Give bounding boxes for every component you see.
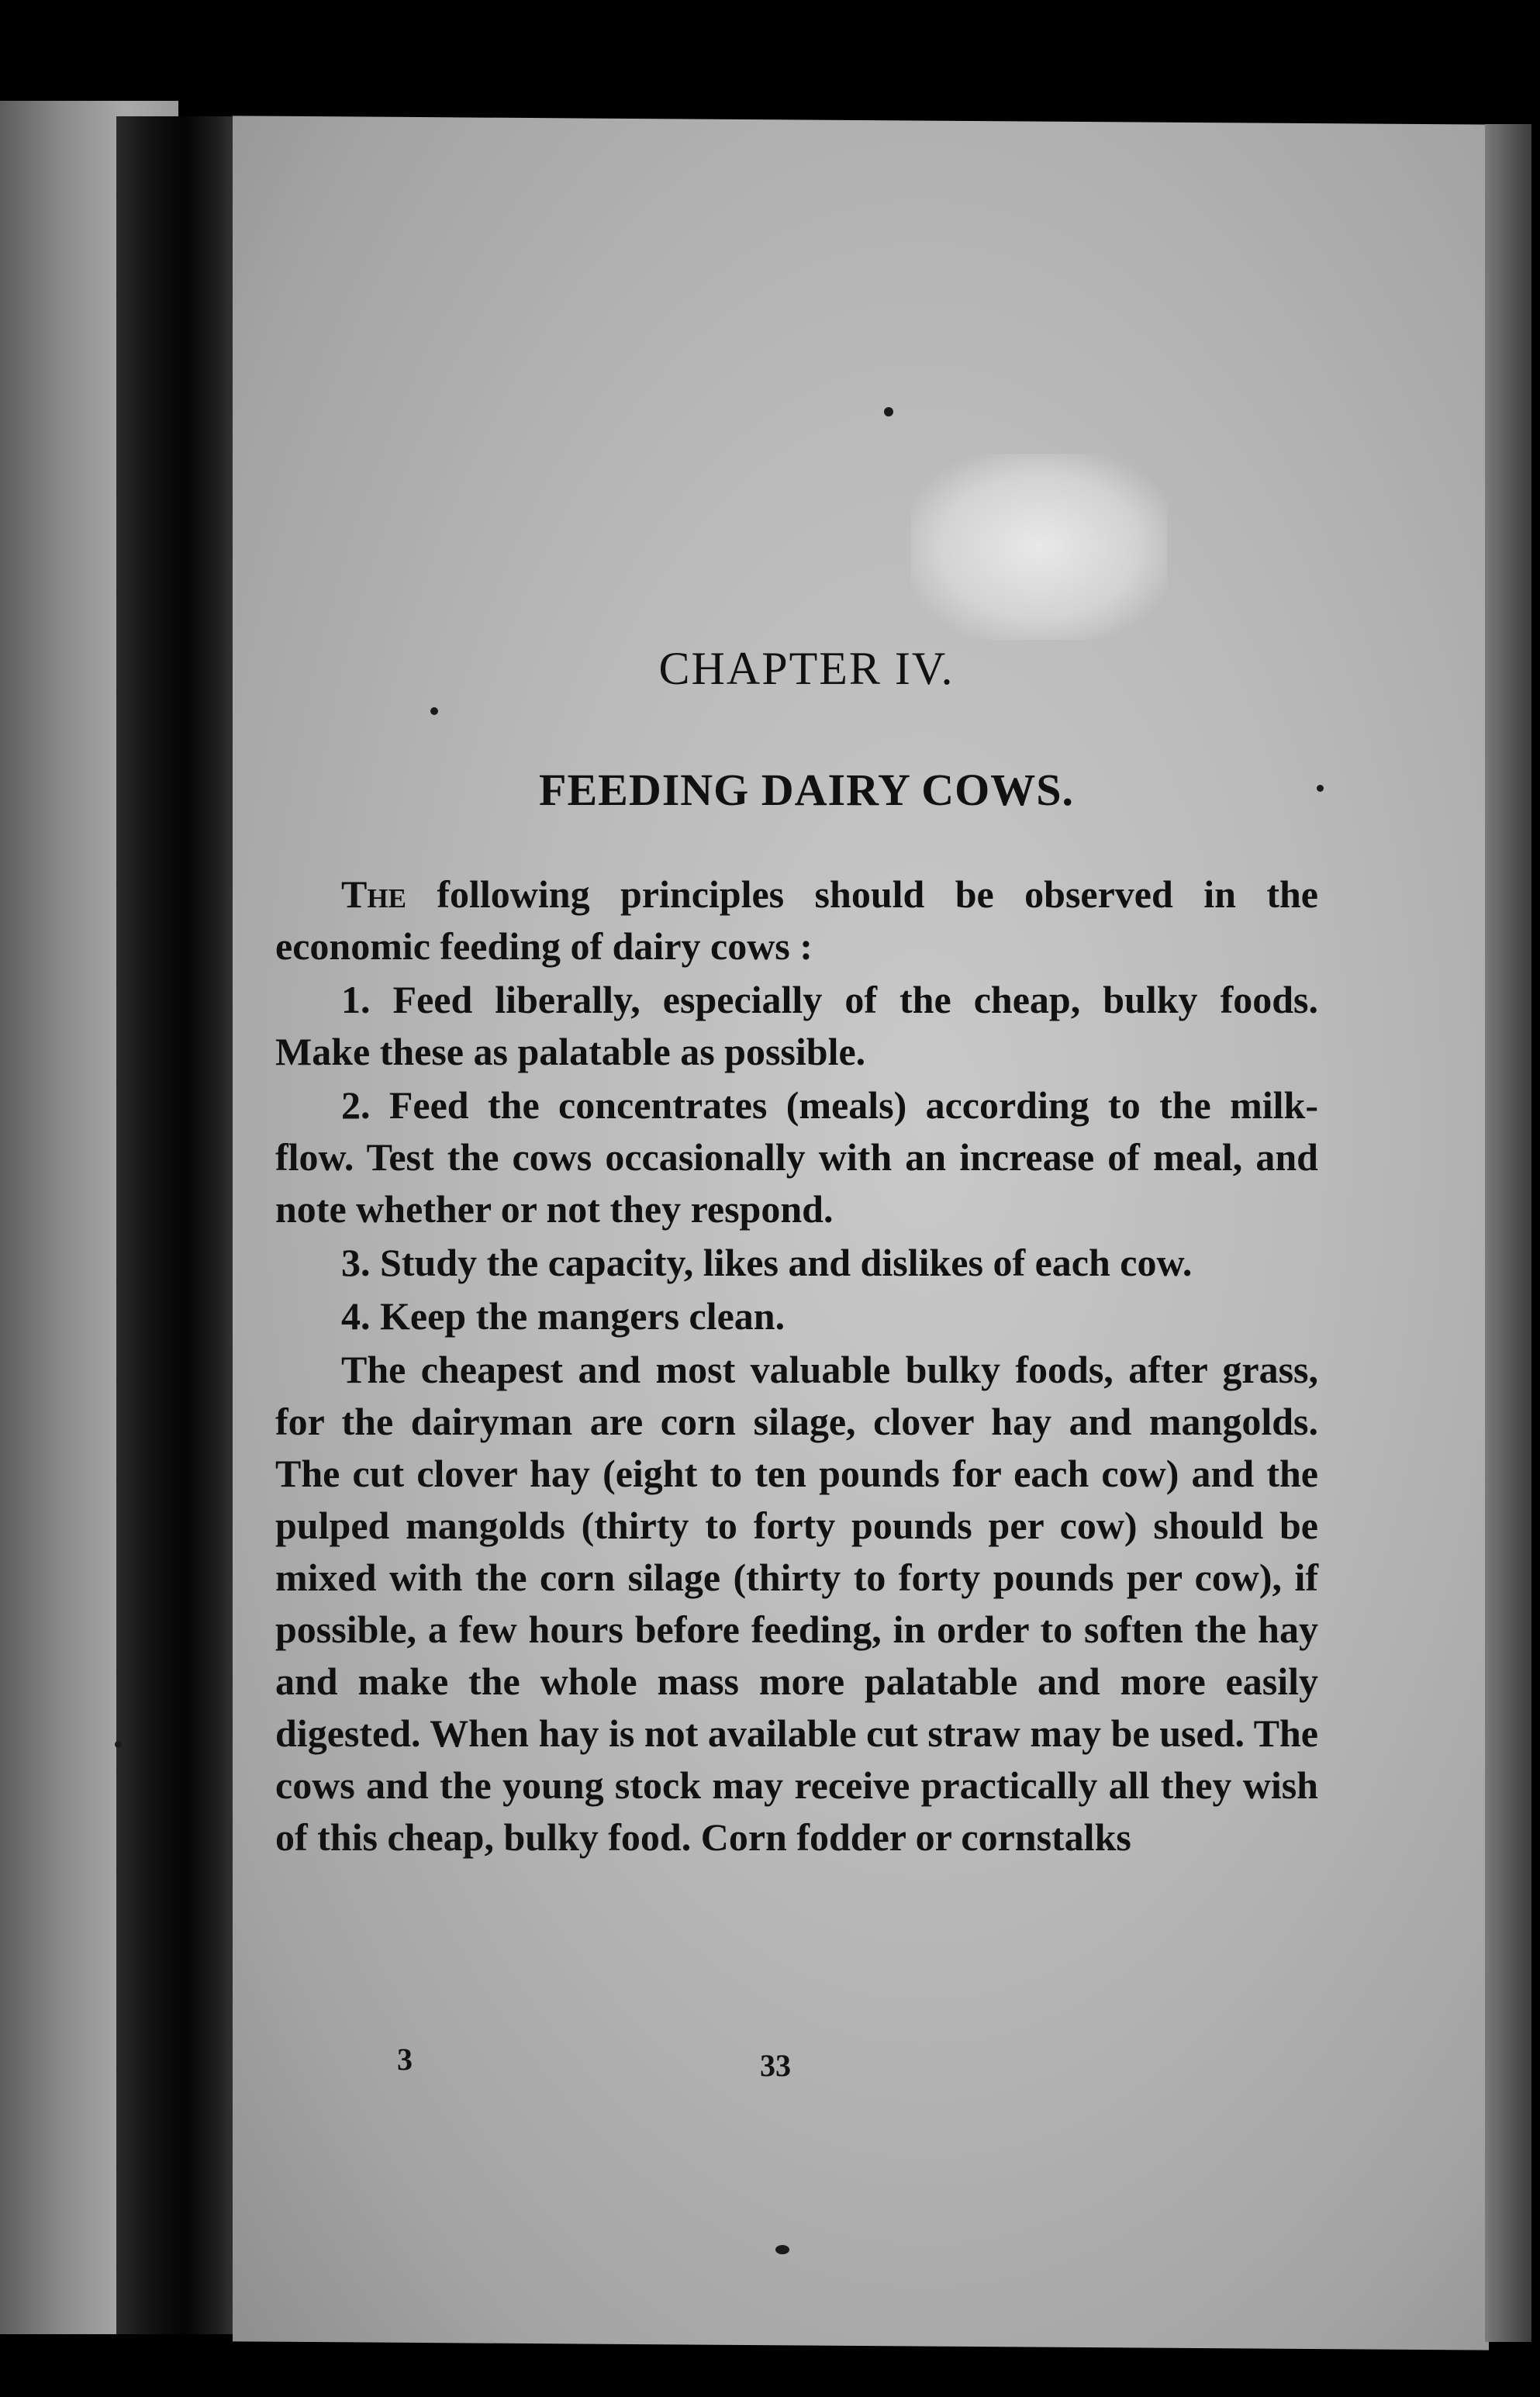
intro-rest: following principles should be observed in the economic feeding of dairy cows : [275, 872, 1318, 968]
paper-speck [115, 1741, 122, 1748]
paper-stain [911, 454, 1167, 640]
principle-4: 4. Keep the mangers clean. [341, 1294, 786, 1338]
page-right-edge [1485, 124, 1531, 2342]
book-gutter [116, 116, 240, 2334]
principle-1: 1. Feed liberally, especially of the cheap, bulky foods. Make these as palatable as possible. [275, 978, 1318, 1073]
feeding-paragraph: The cheapest and most valuable bulky foods, after grass, for the dairyman are corn silage, clover hay and mangolds. The cut clover hay (eight to ten pounds for each cow) and the pulped mangolds (thirty to forty pounds per cow) should be mixed with the corn silage (thirty to forty pounds per cow), if possible, a few hours before feeding, in order to soften the hay and make the whole mass more palatable and more easily digested. When hay is not available cut straw may be used. The cows and the young stock may receive practically all they wish of this cheap, bulky food. Corn fodder or cornstalks [275, 1348, 1318, 1859]
intro-paragraph [275, 869, 1318, 972]
principle-3: 3. Study the capacity, likes and dislikes of each cow. [341, 1241, 1193, 1284]
body-text [275, 869, 1318, 1865]
paper-speck [775, 2245, 789, 2254]
chapter-title: FEEDING DAIRY COWS. [539, 765, 1074, 815]
intro-first-word: The [341, 872, 406, 916]
page-number: 33 [760, 2048, 791, 2083]
paper-speck [430, 707, 438, 715]
paper-speck [884, 407, 893, 416]
principle-2: 2. Feed the concentrates (meals) according to the milk-flow. Test the cows occasionally with an increase of meal, and note whether or not they respond. [275, 1083, 1318, 1231]
chapter-heading: CHAPTER IV. [658, 643, 955, 694]
signature-mark: 3 [397, 2042, 413, 2077]
